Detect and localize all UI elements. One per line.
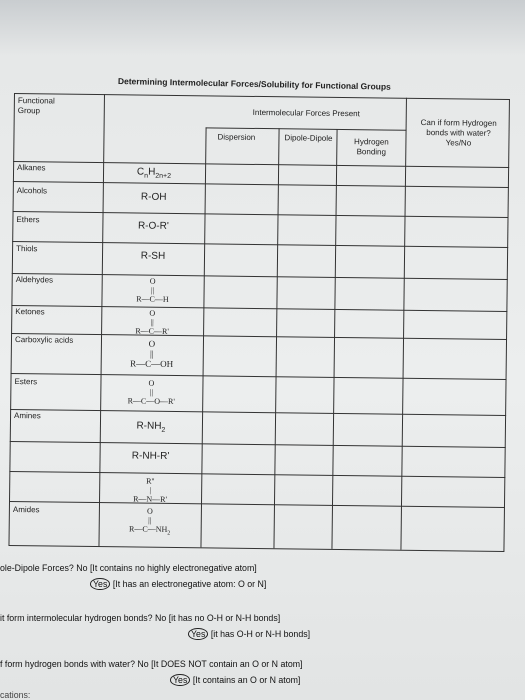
- note-hbond-answer: [188, 628, 310, 640]
- row-name-amides: Amides: [12, 505, 40, 515]
- header-dipole-dipole: Dipole-Dipole: [284, 133, 333, 143]
- table-divider: [13, 181, 509, 188]
- footer-label: cations:: [0, 690, 31, 700]
- table-divider: [206, 127, 407, 130]
- formula-ketones: O || R—C—R': [135, 308, 169, 336]
- formula-ethers: R-O-R': [137, 220, 169, 232]
- answer-yes-circled: Yes: [170, 674, 190, 686]
- formula-amides: O || $R—C—NH_2$: [129, 506, 171, 537]
- table-divider: [9, 471, 505, 478]
- formula-primary-amine: $R-NH_2$: [136, 420, 166, 434]
- table-divider: [13, 161, 509, 168]
- table-divider: [10, 441, 506, 448]
- worksheet-title: Determining Intermolecular Forces/Solubility for Functional Groups: [117, 76, 391, 92]
- formula-secondary-amine: R-NH-R': [131, 450, 170, 462]
- formula-aldehydes: O || R—C—H: [136, 276, 169, 304]
- note-hbond-reason: [it has O-H or N-H bonds]: [210, 629, 311, 639]
- row-name-ketones: Ketones: [15, 307, 45, 317]
- table-divider: [13, 211, 509, 218]
- note-water-answer: [170, 674, 300, 686]
- table-border: [14, 93, 510, 100]
- note-dipole-answer: [90, 578, 266, 590]
- note-water-question: f form hydrogen bonds with water? No [It DOES NOT contain an O or N atom]: [0, 659, 303, 669]
- table-divider: [200, 127, 206, 547]
- formula-alkanes: $C_nH_{2n+2}$: [136, 166, 172, 180]
- row-name-amines: Amines: [14, 411, 41, 421]
- table-divider: [11, 305, 507, 312]
- header-intermolecular-forces: Intermolecular Forces Present: [252, 107, 360, 119]
- table-border: [8, 545, 504, 552]
- note-hbond-question: it form intermolecular hydrogen bonds? No [it has no O-H or N-H bonds]: [0, 613, 281, 623]
- row-name-carboxylic-acids: Carboxylic acids: [14, 335, 74, 345]
- formula-esters: O || R—C—O—R': [127, 378, 175, 406]
- table-divider: [10, 409, 506, 416]
- row-name-alcohols: Alcohols: [16, 186, 48, 196]
- table-divider: [9, 501, 505, 508]
- formula-tertiary-amine: R'' | R—N—R': [133, 476, 168, 504]
- header-water-bonding: Can if form Hydrogen bonds with water? Yes/No: [420, 117, 497, 148]
- table-divider: [12, 273, 508, 280]
- functional-groups-table: [8, 93, 509, 551]
- header-hydrogen-bonding: Hydrogen Bonding: [354, 137, 389, 157]
- table-divider: [273, 128, 279, 548]
- table-divider: [11, 333, 507, 340]
- note-dipole-question: ole-Dipole Forces? No [It contains no highly electronegative atom]: [0, 563, 257, 573]
- note-dipole-reason: [It has an electronegative atom: O or N]: [112, 579, 267, 589]
- header-functional-group: Functional Group: [17, 96, 55, 116]
- answer-yes-circled: Yes: [188, 628, 208, 640]
- table-divider: [12, 241, 508, 248]
- row-name-aldehydes: Aldehydes: [15, 275, 54, 285]
- formula-carboxylic-acids: O || R—C—OH: [130, 338, 174, 369]
- row-name-thiols: Thiols: [16, 244, 38, 254]
- answer-yes-circled: Yes: [90, 578, 110, 590]
- formula-alcohols: R-OH: [140, 191, 167, 203]
- table-divider: [11, 373, 507, 380]
- table-divider: [331, 129, 337, 549]
- note-water-reason: [It contains an O or N atom]: [192, 675, 301, 685]
- row-name-ethers: Ethers: [16, 215, 40, 225]
- row-name-esters: Esters: [14, 377, 38, 387]
- row-name-alkanes: Alkanes: [17, 163, 46, 173]
- header-dispersion: Dispersion: [217, 132, 256, 142]
- formula-thiols: R-SH: [140, 250, 166, 262]
